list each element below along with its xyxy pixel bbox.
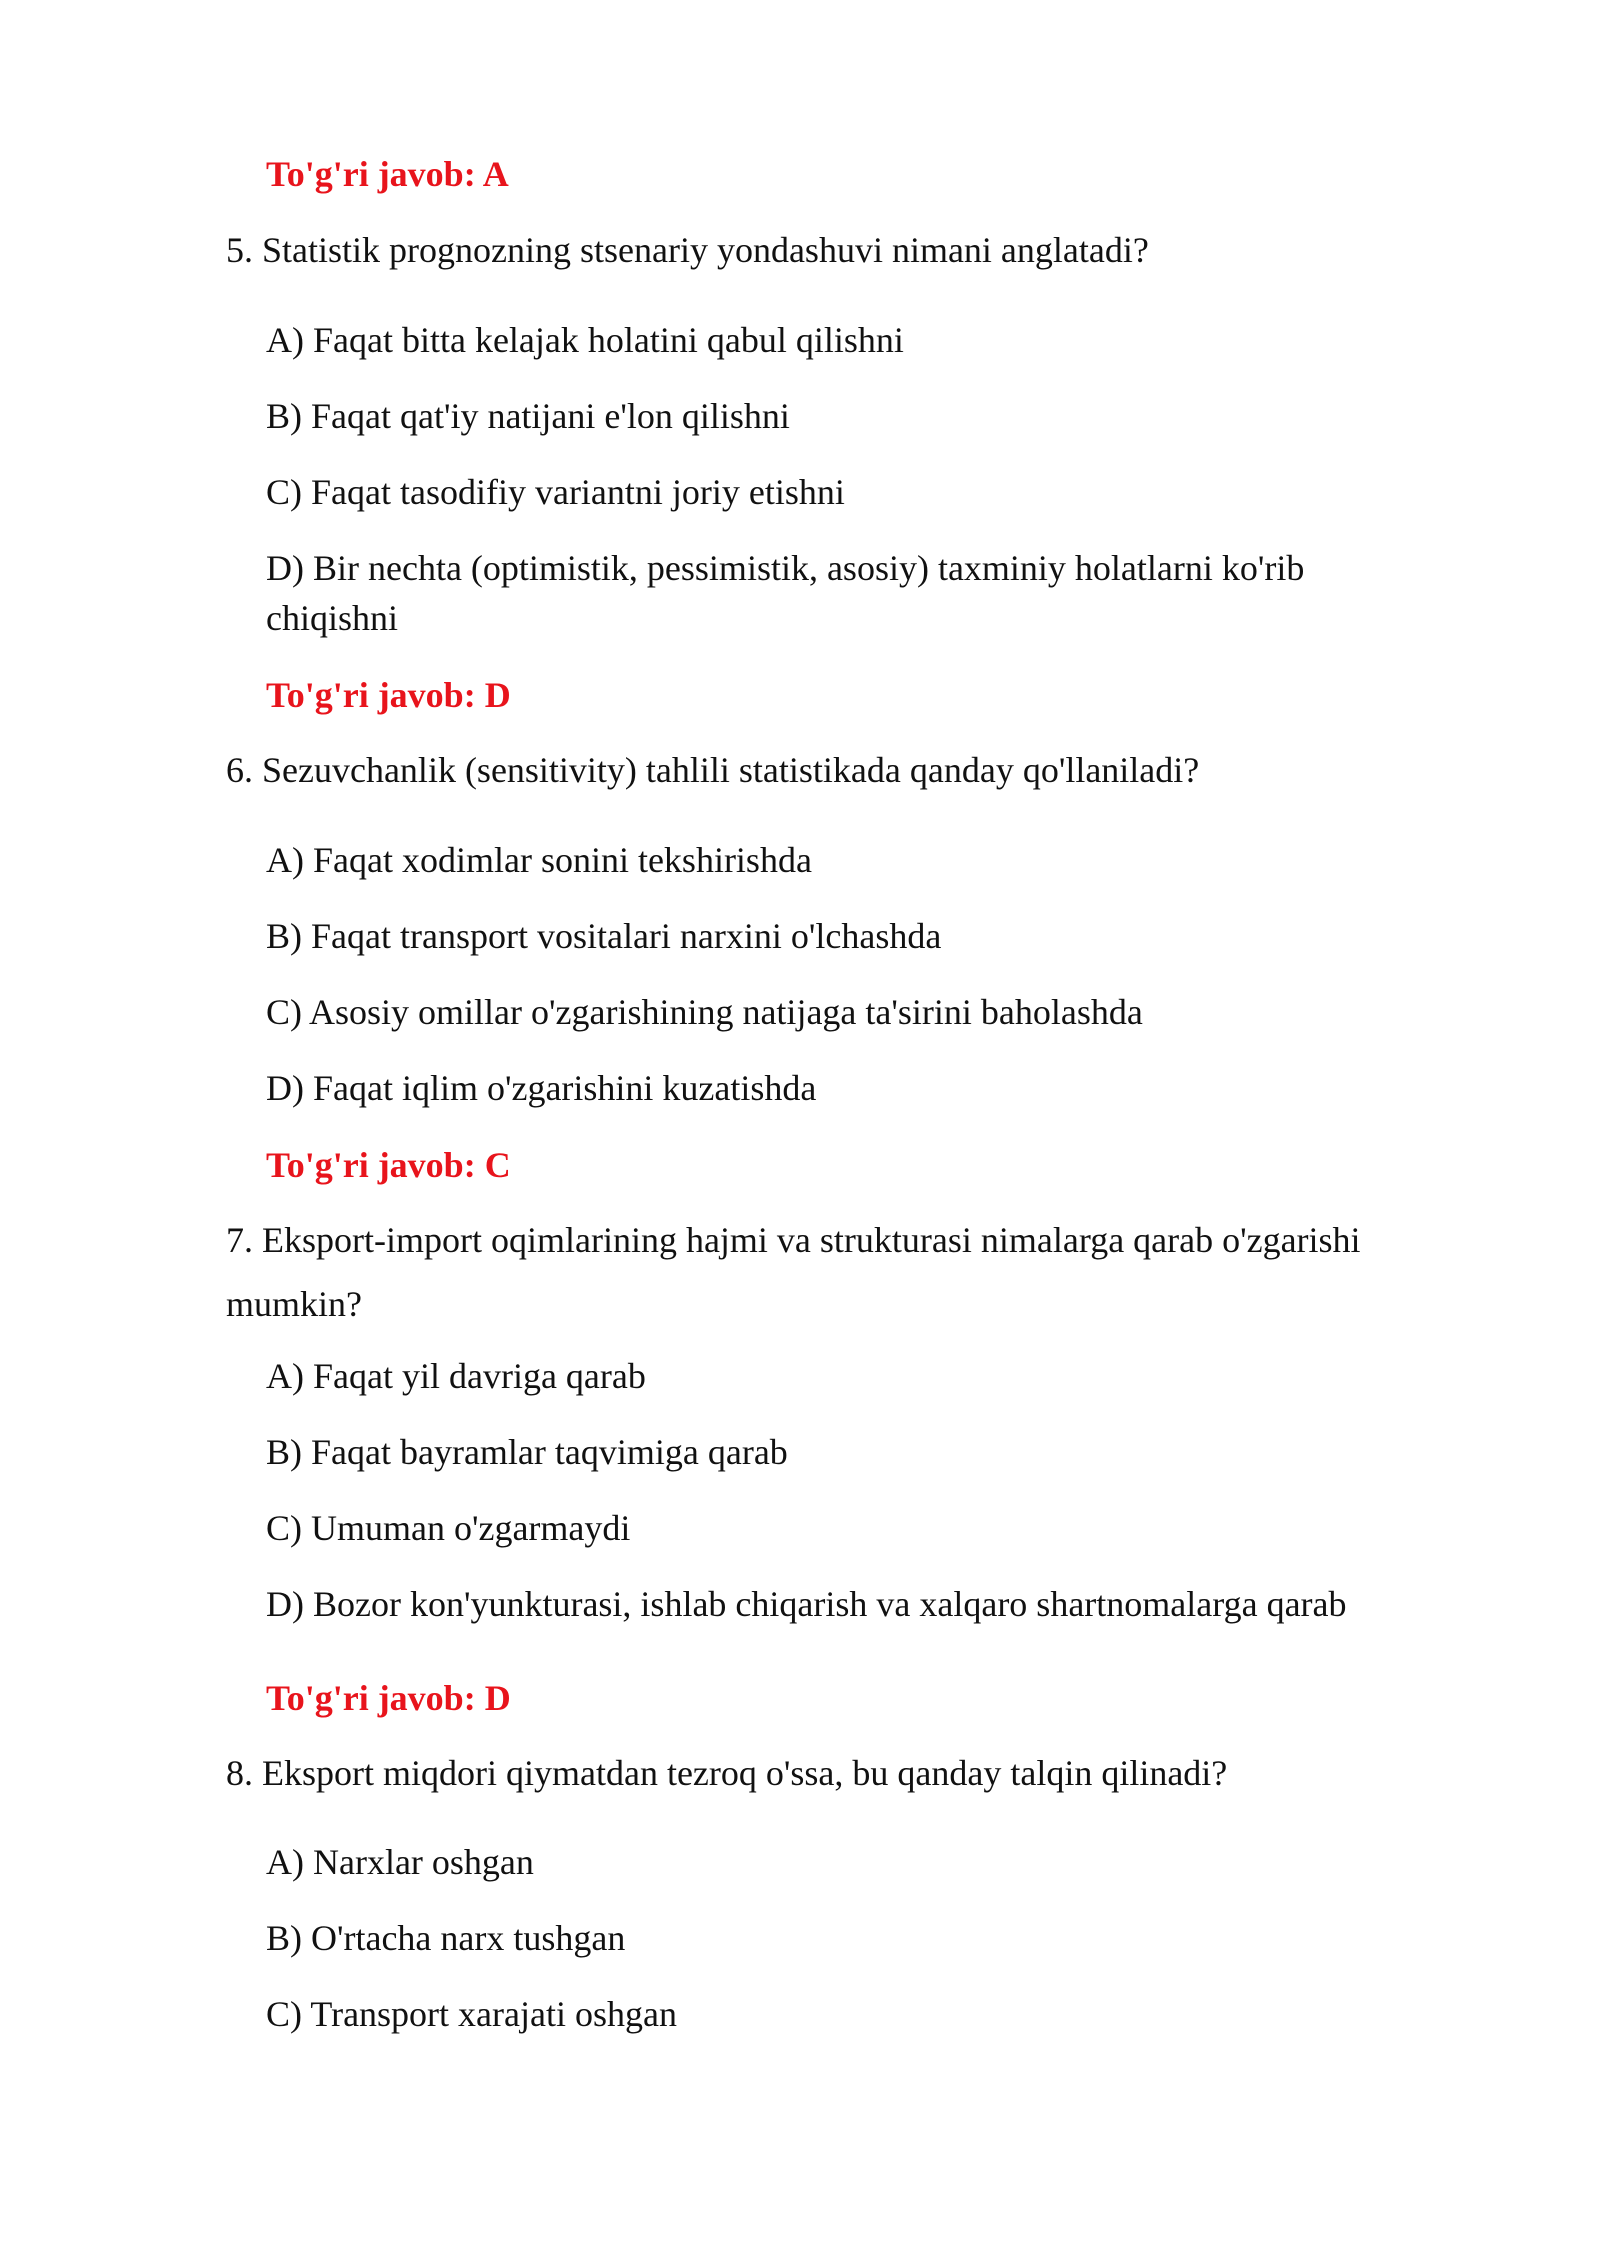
answer-option: D) Faqat iqlim o'zgarishini kuzatishda: [266, 1068, 817, 1108]
answer-option: C) Transport xarajati oshgan: [266, 1994, 677, 2034]
answer-option: B) O'rtacha narx tushgan: [266, 1918, 626, 1958]
correct-answer-label: To'g'ri javob: D: [266, 1678, 511, 1718]
answer-option: D) Bir nechta (optimistik, pessimistik, asosiy) taxminiy holatlarni ko'rib chiqishni: [266, 548, 1305, 638]
correct-answer-label: To'g'ri javob: A: [266, 154, 509, 194]
answer-option: A) Faqat yil davriga qarab: [266, 1356, 646, 1396]
answer-option: A) Narxlar oshgan: [266, 1842, 534, 1882]
question-text: 6. Sezuvchanlik (sensitivity) tahlili statistikada qanday qo'llaniladi?: [226, 750, 1200, 790]
answer-option: A) Faqat xodimlar sonini tekshirishda: [266, 840, 812, 880]
correct-answer-label: To'g'ri javob: D: [266, 675, 511, 715]
answer-option: B) Faqat bayramlar taqvimiga qarab: [266, 1432, 788, 1472]
question-text: 5. Statistik prognozning stsenariy yondashuvi nimani anglatadi?: [226, 230, 1149, 270]
answer-option: D) Bozor kon'yunkturasi, ishlab chiqarish va xalqaro shartnomalarga qarab: [266, 1584, 1347, 1624]
answer-option: C) Faqat tasodifiy variantni joriy etishni: [266, 472, 845, 512]
answer-option: A) Faqat bitta kelajak holatini qabul qilishni: [266, 320, 904, 360]
question-text: 8. Eksport miqdori qiymatdan tezroq o'ssa, bu qanday talqin qilinadi?: [226, 1753, 1228, 1793]
question-text: 7. Eksport-import oqimlarining hajmi va strukturasi nimalarga qarab o'zgarishi mumkin?: [226, 1220, 1361, 1324]
answer-option: B) Faqat transport vositalari narxini o'lchashda: [266, 916, 942, 956]
answer-option: B) Faqat qat'iy natijani e'lon qilishni: [266, 396, 790, 436]
correct-answer-label: To'g'ri javob: C: [266, 1145, 511, 1185]
answer-option: C) Umuman o'zgarmaydi: [266, 1508, 631, 1548]
answer-option: C) Asosiy omillar o'zgarishining natijaga ta'sirini baholashda: [266, 992, 1143, 1032]
